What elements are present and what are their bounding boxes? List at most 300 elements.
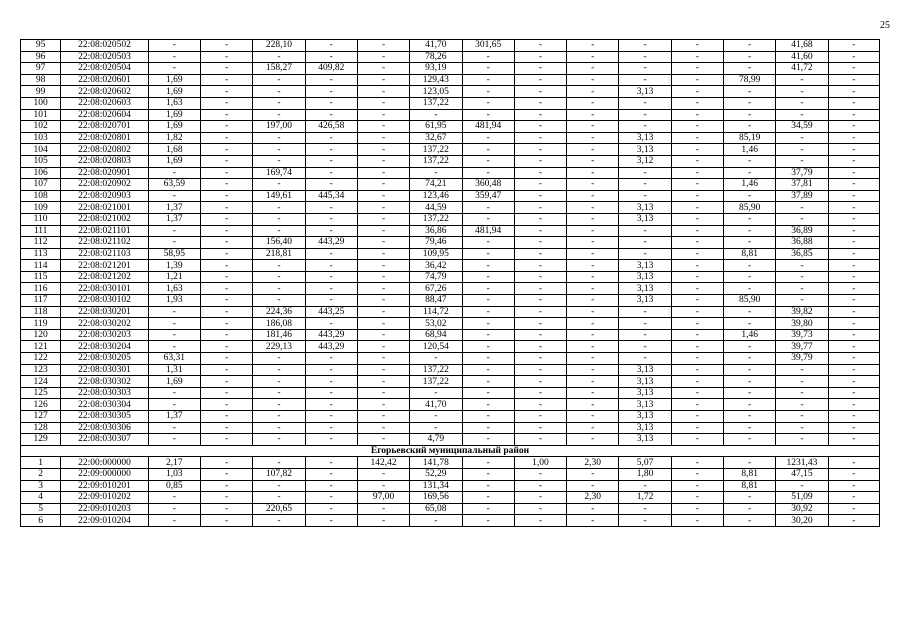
value-cell: - [619, 248, 671, 260]
value-cell: - [514, 63, 566, 75]
value-cell: - [567, 434, 619, 446]
value-cell: - [671, 155, 723, 167]
table-row [21, 387, 880, 399]
value-cell: - [723, 213, 775, 225]
value-cell: - [148, 225, 200, 237]
value-cell: - [671, 329, 723, 341]
value-cell: - [462, 237, 514, 249]
value-cell: - [671, 283, 723, 295]
value-cell: - [357, 387, 409, 399]
table-row [21, 121, 880, 133]
value-cell: - [828, 86, 879, 98]
value-cell: - [148, 190, 200, 202]
value-cell: - [462, 155, 514, 167]
value-cell: - [671, 213, 723, 225]
value-cell: 63,31 [148, 353, 200, 365]
table-row [21, 434, 880, 446]
cadastral-number-cell: 22:08:021102 [61, 237, 149, 249]
table-row [21, 167, 880, 179]
value-cell: - [201, 155, 253, 167]
value-cell: 481,94 [462, 121, 514, 133]
value-cell: - [462, 341, 514, 353]
value-cell: - [201, 86, 253, 98]
value-cell: - [305, 202, 357, 214]
table-row [21, 97, 880, 109]
value-cell: 39,79 [776, 353, 828, 365]
value-cell: - [357, 86, 409, 98]
value-cell: - [253, 295, 305, 307]
value-cell: 85,19 [723, 132, 775, 144]
cadastral-number-cell: 22:08:020602 [61, 86, 149, 98]
value-cell: - [410, 387, 462, 399]
value-cell: - [671, 422, 723, 434]
value-cell: - [514, 295, 566, 307]
value-cell: - [305, 434, 357, 446]
value-cell: - [357, 51, 409, 63]
value-cell: - [567, 97, 619, 109]
value-cell: - [671, 399, 723, 411]
value-cell: - [776, 132, 828, 144]
value-cell: - [723, 376, 775, 388]
value-cell: - [514, 376, 566, 388]
value-cell: - [357, 399, 409, 411]
value-cell: 359,47 [462, 190, 514, 202]
value-cell: - [619, 480, 671, 492]
value-cell: - [619, 237, 671, 249]
value-cell: - [253, 364, 305, 376]
value-cell: 36,86 [410, 225, 462, 237]
value-cell: 5,07 [619, 457, 671, 469]
value-cell: - [462, 411, 514, 423]
value-cell: 137,22 [410, 376, 462, 388]
value-cell: - [567, 283, 619, 295]
value-cell: 78,26 [410, 51, 462, 63]
value-cell: 2,30 [567, 457, 619, 469]
value-cell: - [305, 74, 357, 86]
value-cell: - [514, 503, 566, 515]
value-cell: - [671, 121, 723, 133]
value-cell: - [514, 40, 566, 52]
value-cell: - [776, 295, 828, 307]
value-cell: - [567, 387, 619, 399]
value-cell: - [148, 318, 200, 330]
value-cell: - [514, 283, 566, 295]
value-cell: - [671, 387, 723, 399]
value-cell: - [253, 492, 305, 504]
value-cell: - [723, 387, 775, 399]
row-number-cell: 98 [21, 74, 61, 86]
value-cell: - [567, 179, 619, 191]
value-cell: 1,69 [148, 121, 200, 133]
value-cell: - [567, 399, 619, 411]
value-cell: 93,19 [410, 63, 462, 75]
page-number: 25 [880, 20, 890, 31]
value-cell: - [671, 318, 723, 330]
value-cell: - [723, 364, 775, 376]
cadastral-number-cell: 22:08:030102 [61, 295, 149, 307]
value-cell: - [828, 248, 879, 260]
cadastral-number-cell: 22:08:020701 [61, 121, 149, 133]
value-cell: - [514, 237, 566, 249]
value-cell: - [828, 202, 879, 214]
row-number-cell: 101 [21, 109, 61, 121]
value-cell: - [567, 144, 619, 156]
row-number-cell: 99 [21, 86, 61, 98]
value-cell: - [201, 411, 253, 423]
value-cell: - [462, 376, 514, 388]
value-cell: - [357, 132, 409, 144]
value-cell: - [357, 306, 409, 318]
value-cell: - [723, 492, 775, 504]
value-cell: - [357, 167, 409, 179]
value-cell: - [462, 63, 514, 75]
value-cell: 39,80 [776, 318, 828, 330]
value-cell: 186,08 [253, 318, 305, 330]
table-row [21, 179, 880, 191]
value-cell: 409,82 [305, 63, 357, 75]
value-cell: - [462, 295, 514, 307]
row-number-cell: 125 [21, 387, 61, 399]
value-cell: - [253, 376, 305, 388]
value-cell: - [357, 271, 409, 283]
value-cell: - [619, 515, 671, 527]
value-cell: - [305, 387, 357, 399]
value-cell: - [148, 63, 200, 75]
value-cell: 30,92 [776, 503, 828, 515]
value-cell: - [828, 341, 879, 353]
value-cell: - [201, 468, 253, 480]
row-number-cell: 120 [21, 329, 61, 341]
value-cell: 137,22 [410, 364, 462, 376]
value-cell: - [201, 179, 253, 191]
value-cell: - [671, 411, 723, 423]
value-cell: 443,29 [305, 329, 357, 341]
value-cell: 51,09 [776, 492, 828, 504]
value-cell: 1,31 [148, 364, 200, 376]
value-cell: 3,12 [619, 155, 671, 167]
value-cell: 149,61 [253, 190, 305, 202]
value-cell: - [201, 318, 253, 330]
value-cell: - [567, 329, 619, 341]
value-cell: 1,93 [148, 295, 200, 307]
cadastral-number-cell: 22:08:020801 [61, 132, 149, 144]
value-cell: - [357, 422, 409, 434]
value-cell: - [567, 306, 619, 318]
value-cell: - [253, 202, 305, 214]
value-cell: 142,42 [357, 457, 409, 469]
value-cell: - [514, 318, 566, 330]
row-number-cell: 112 [21, 237, 61, 249]
value-cell: - [201, 503, 253, 515]
value-cell: - [253, 480, 305, 492]
table-row [21, 271, 880, 283]
value-cell: - [671, 167, 723, 179]
value-cell: - [671, 40, 723, 52]
row-number-cell: 117 [21, 295, 61, 307]
value-cell: - [671, 190, 723, 202]
value-cell: - [462, 399, 514, 411]
value-cell: 3,13 [619, 283, 671, 295]
value-cell: - [357, 283, 409, 295]
value-cell: 36,89 [776, 225, 828, 237]
value-cell: - [410, 411, 462, 423]
value-cell: - [253, 51, 305, 63]
cadastral-number-cell: 22:08:020802 [61, 144, 149, 156]
value-cell: - [357, 364, 409, 376]
value-cell: 224,36 [253, 306, 305, 318]
value-cell: - [619, 329, 671, 341]
row-number-cell: 128 [21, 422, 61, 434]
value-cell: - [567, 167, 619, 179]
row-number-cell: 116 [21, 283, 61, 295]
value-cell: 107,82 [253, 468, 305, 480]
value-cell: - [567, 353, 619, 365]
value-cell: - [828, 329, 879, 341]
value-cell: - [462, 74, 514, 86]
value-cell: - [305, 271, 357, 283]
value-cell: - [828, 167, 879, 179]
value-cell: - [201, 283, 253, 295]
value-cell: - [253, 132, 305, 144]
value-cell: - [148, 515, 200, 527]
row-number-cell: 123 [21, 364, 61, 376]
value-cell: - [567, 121, 619, 133]
value-cell: 3,13 [619, 376, 671, 388]
value-cell: - [357, 179, 409, 191]
section-row [21, 445, 880, 457]
value-cell: - [723, 190, 775, 202]
value-cell: - [305, 179, 357, 191]
cadastral-number-cell: 22:08:020503 [61, 51, 149, 63]
value-cell: 1,63 [148, 97, 200, 109]
value-cell: - [201, 271, 253, 283]
value-cell: - [462, 167, 514, 179]
value-cell: - [671, 376, 723, 388]
row-number-cell: 95 [21, 40, 61, 52]
value-cell: - [148, 422, 200, 434]
value-cell: 85,90 [723, 295, 775, 307]
value-cell: - [514, 225, 566, 237]
value-cell: - [671, 248, 723, 260]
value-cell: - [567, 155, 619, 167]
table-body-bottom [21, 457, 880, 527]
value-cell: - [357, 515, 409, 527]
value-cell: - [776, 480, 828, 492]
value-cell: 129,43 [410, 74, 462, 86]
value-cell: - [776, 434, 828, 446]
value-cell: - [828, 480, 879, 492]
value-cell: - [567, 364, 619, 376]
value-cell: - [514, 329, 566, 341]
value-cell: - [201, 364, 253, 376]
value-cell: - [357, 213, 409, 225]
value-cell: 3,13 [619, 86, 671, 98]
value-cell: - [828, 387, 879, 399]
cadastral-number-cell: 22:08:030301 [61, 364, 149, 376]
row-number-cell: 102 [21, 121, 61, 133]
value-cell: - [462, 213, 514, 225]
value-cell: - [723, 109, 775, 121]
value-cell: - [723, 155, 775, 167]
row-number-cell: 6 [21, 515, 61, 527]
value-cell: 137,22 [410, 97, 462, 109]
value-cell: 131,34 [410, 480, 462, 492]
cadastral-number-cell: 22:08:020601 [61, 74, 149, 86]
section-header [21, 445, 880, 457]
value-cell: - [723, 341, 775, 353]
row-number-cell: 119 [21, 318, 61, 330]
table-row [21, 306, 880, 318]
value-cell: - [671, 97, 723, 109]
value-cell: - [514, 179, 566, 191]
value-cell: 3,13 [619, 434, 671, 446]
value-cell: - [567, 190, 619, 202]
value-cell: - [201, 213, 253, 225]
value-cell: - [671, 457, 723, 469]
value-cell: - [828, 179, 879, 191]
value-cell: - [462, 97, 514, 109]
row-number-cell: 105 [21, 155, 61, 167]
value-cell: - [776, 202, 828, 214]
row-number-cell: 126 [21, 399, 61, 411]
value-cell: - [305, 422, 357, 434]
value-cell: - [619, 190, 671, 202]
value-cell: - [305, 283, 357, 295]
value-cell: - [357, 63, 409, 75]
value-cell: 68,94 [410, 329, 462, 341]
value-cell: - [357, 318, 409, 330]
value-cell: 58,95 [148, 248, 200, 260]
row-number-cell: 115 [21, 271, 61, 283]
value-cell: - [410, 109, 462, 121]
value-cell: - [567, 74, 619, 86]
cadastral-number-cell: 22:09:010203 [61, 503, 149, 515]
cadastral-number-cell: 22:08:021101 [61, 225, 149, 237]
value-cell: 74,21 [410, 179, 462, 191]
value-cell: - [619, 63, 671, 75]
value-cell: - [723, 318, 775, 330]
value-cell: - [148, 387, 200, 399]
value-cell: - [514, 213, 566, 225]
value-cell: - [357, 376, 409, 388]
value-cell: - [462, 515, 514, 527]
value-cell: - [723, 434, 775, 446]
value-cell: 36,88 [776, 237, 828, 249]
value-cell: - [828, 515, 879, 527]
value-cell: - [723, 422, 775, 434]
cadastral-number-cell: 22:08:030202 [61, 318, 149, 330]
value-cell: - [567, 237, 619, 249]
value-cell: - [828, 190, 879, 202]
value-cell: 3,13 [619, 144, 671, 156]
value-cell: - [828, 260, 879, 272]
value-cell: 1231,43 [776, 457, 828, 469]
value-cell: - [201, 341, 253, 353]
value-cell: - [514, 155, 566, 167]
value-cell: - [567, 86, 619, 98]
value-cell: - [357, 190, 409, 202]
value-cell: - [619, 121, 671, 133]
value-cell: - [723, 260, 775, 272]
value-cell: - [514, 202, 566, 214]
value-cell: 39,82 [776, 306, 828, 318]
value-cell: 228,10 [253, 40, 305, 52]
value-cell: - [410, 422, 462, 434]
value-cell: - [567, 132, 619, 144]
value-cell: - [567, 109, 619, 121]
value-cell: - [462, 260, 514, 272]
value-cell: - [828, 109, 879, 121]
value-cell: - [201, 492, 253, 504]
cadastral-number-cell: 22:08:030306 [61, 422, 149, 434]
value-cell: - [201, 109, 253, 121]
value-cell: - [567, 213, 619, 225]
table-row [21, 353, 880, 365]
value-cell: - [462, 480, 514, 492]
value-cell: - [462, 132, 514, 144]
value-cell: - [201, 353, 253, 365]
value-cell: - [253, 144, 305, 156]
value-cell: - [357, 480, 409, 492]
value-cell: - [671, 353, 723, 365]
row-number-cell: 107 [21, 179, 61, 191]
value-cell: - [357, 225, 409, 237]
value-cell: - [828, 74, 879, 86]
table-row [21, 364, 880, 376]
table-row [21, 329, 880, 341]
row-number-cell: 104 [21, 144, 61, 156]
value-cell: - [828, 144, 879, 156]
value-cell: 36,42 [410, 260, 462, 272]
value-cell: - [828, 503, 879, 515]
value-cell: - [305, 132, 357, 144]
value-cell: - [514, 411, 566, 423]
cadastral-number-cell: 22:08:030305 [61, 411, 149, 423]
value-cell: - [357, 353, 409, 365]
row-number-cell: 100 [21, 97, 61, 109]
value-cell: - [828, 492, 879, 504]
value-cell: - [462, 503, 514, 515]
value-cell: 3,13 [619, 132, 671, 144]
value-cell: - [410, 353, 462, 365]
cadastral-number-cell: 22:08:020902 [61, 179, 149, 191]
value-cell: - [305, 376, 357, 388]
value-cell: - [462, 468, 514, 480]
value-cell: - [514, 515, 566, 527]
value-cell: - [201, 480, 253, 492]
table-row [21, 202, 880, 214]
row-number-cell: 111 [21, 225, 61, 237]
value-cell: - [723, 225, 775, 237]
value-cell: - [567, 51, 619, 63]
value-cell: - [671, 434, 723, 446]
value-cell: - [305, 468, 357, 480]
value-cell: 141,78 [410, 457, 462, 469]
value-cell: - [305, 86, 357, 98]
value-cell: - [253, 457, 305, 469]
value-cell: - [828, 237, 879, 249]
value-cell: - [671, 341, 723, 353]
value-cell: - [723, 63, 775, 75]
value-cell: 37,79 [776, 167, 828, 179]
value-cell: - [671, 492, 723, 504]
value-cell: 137,22 [410, 213, 462, 225]
value-cell: - [201, 190, 253, 202]
value-cell: - [619, 503, 671, 515]
value-cell: 79,46 [410, 237, 462, 249]
value-cell: 74,79 [410, 271, 462, 283]
value-cell: - [253, 260, 305, 272]
